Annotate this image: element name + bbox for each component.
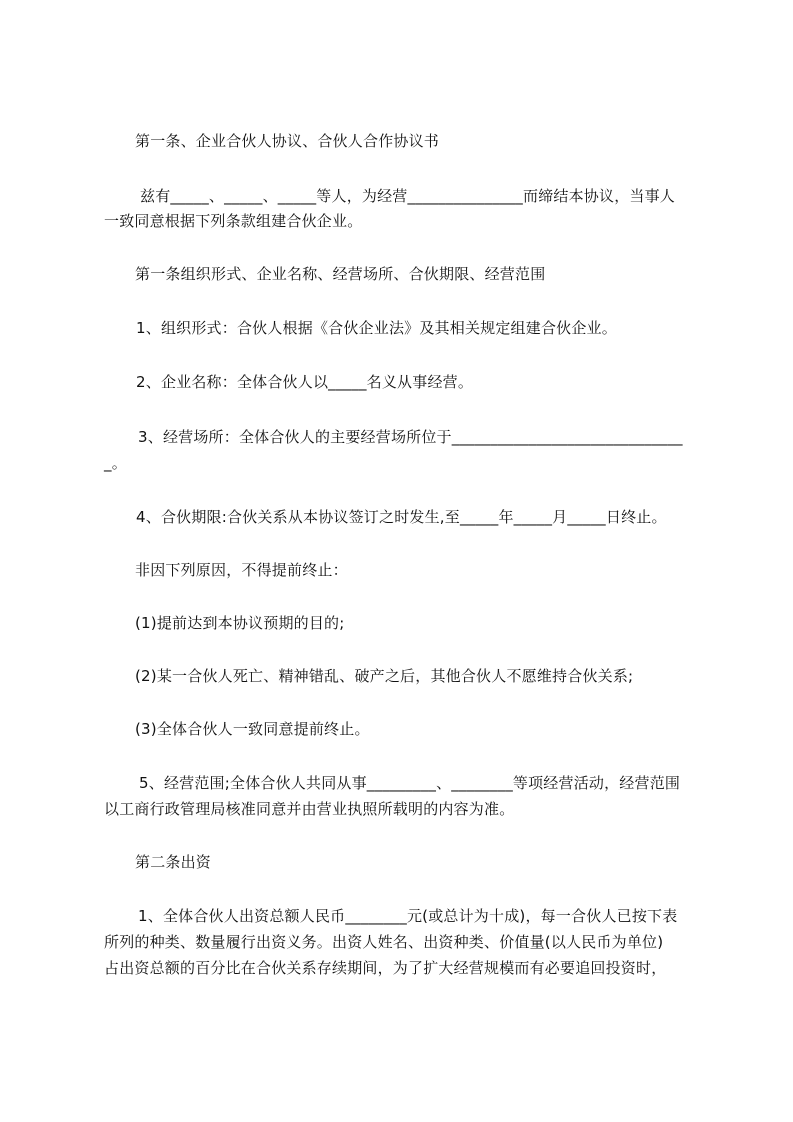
document-heading: 第一条、企业合伙人协议、合伙人合作协议书 bbox=[135, 132, 440, 150]
contribution-line-3: 占出资总额的百分比在合伙关系存续期间，为了扩大经营规模而有必要追回投资时， bbox=[104, 959, 667, 977]
item-business-place-line-1: 3、经营场所：全体合伙人的主要经营场所位于______________________________ bbox=[138, 428, 683, 446]
intro-line-1: 兹有_____、_____、_____等人，为经营_______________而缔结本协议，当事人 bbox=[140, 187, 676, 205]
article2-title: 第二条出资 bbox=[135, 853, 212, 871]
contribution-line-2: 所列的种类、数量履行出资义务。出资人姓名、出资种类、价值量(以人民币为单位) bbox=[104, 933, 664, 951]
item-business-scope-line-1: 5、经营范围;全体合伙人共同从事_________、________等项经营活动，经营范围 bbox=[139, 774, 681, 792]
item-organization-form: 1、组织形式：合伙人根据《合伙企业法》及其相关规定组建合伙企业。 bbox=[136, 319, 617, 337]
reason-2: (2)某一合伙人死亡、精神错乱、破产之后，其他合伙人不愿维持合伙关系; bbox=[135, 667, 634, 685]
item-business-place-line-2: _。 bbox=[104, 454, 127, 472]
item-enterprise-name: 2、企业名称：全体合伙人以_____名义从事经营。 bbox=[136, 373, 474, 391]
item-business-scope-line-2: 以工商行政管理局核准同意并由营业执照所载明的内容为准。 bbox=[104, 800, 515, 818]
reason-3: (3)全体合伙人一致同意提前终止。 bbox=[135, 720, 370, 738]
item-partnership-term: 4、合伙期限:合伙关系从本协议签订之时发生,至_____年_____月_____日终止。 bbox=[136, 508, 667, 526]
article1-title: 第一条组织形式、企业名称、经营场所、合伙期限、经营范围 bbox=[135, 265, 546, 283]
reason-1: (1)提前达到本协议预期的目的; bbox=[135, 614, 345, 632]
intro-line-2: 一致同意根据下列条款组建合伙企业。 bbox=[104, 212, 363, 230]
no-early-termination: 非因下列原因，不得提前终止： bbox=[135, 561, 348, 579]
contribution-line-1: 1、全体合伙人出资总额人民币________元(或总计为十成)，每一合伙人已按下表 bbox=[138, 907, 678, 925]
